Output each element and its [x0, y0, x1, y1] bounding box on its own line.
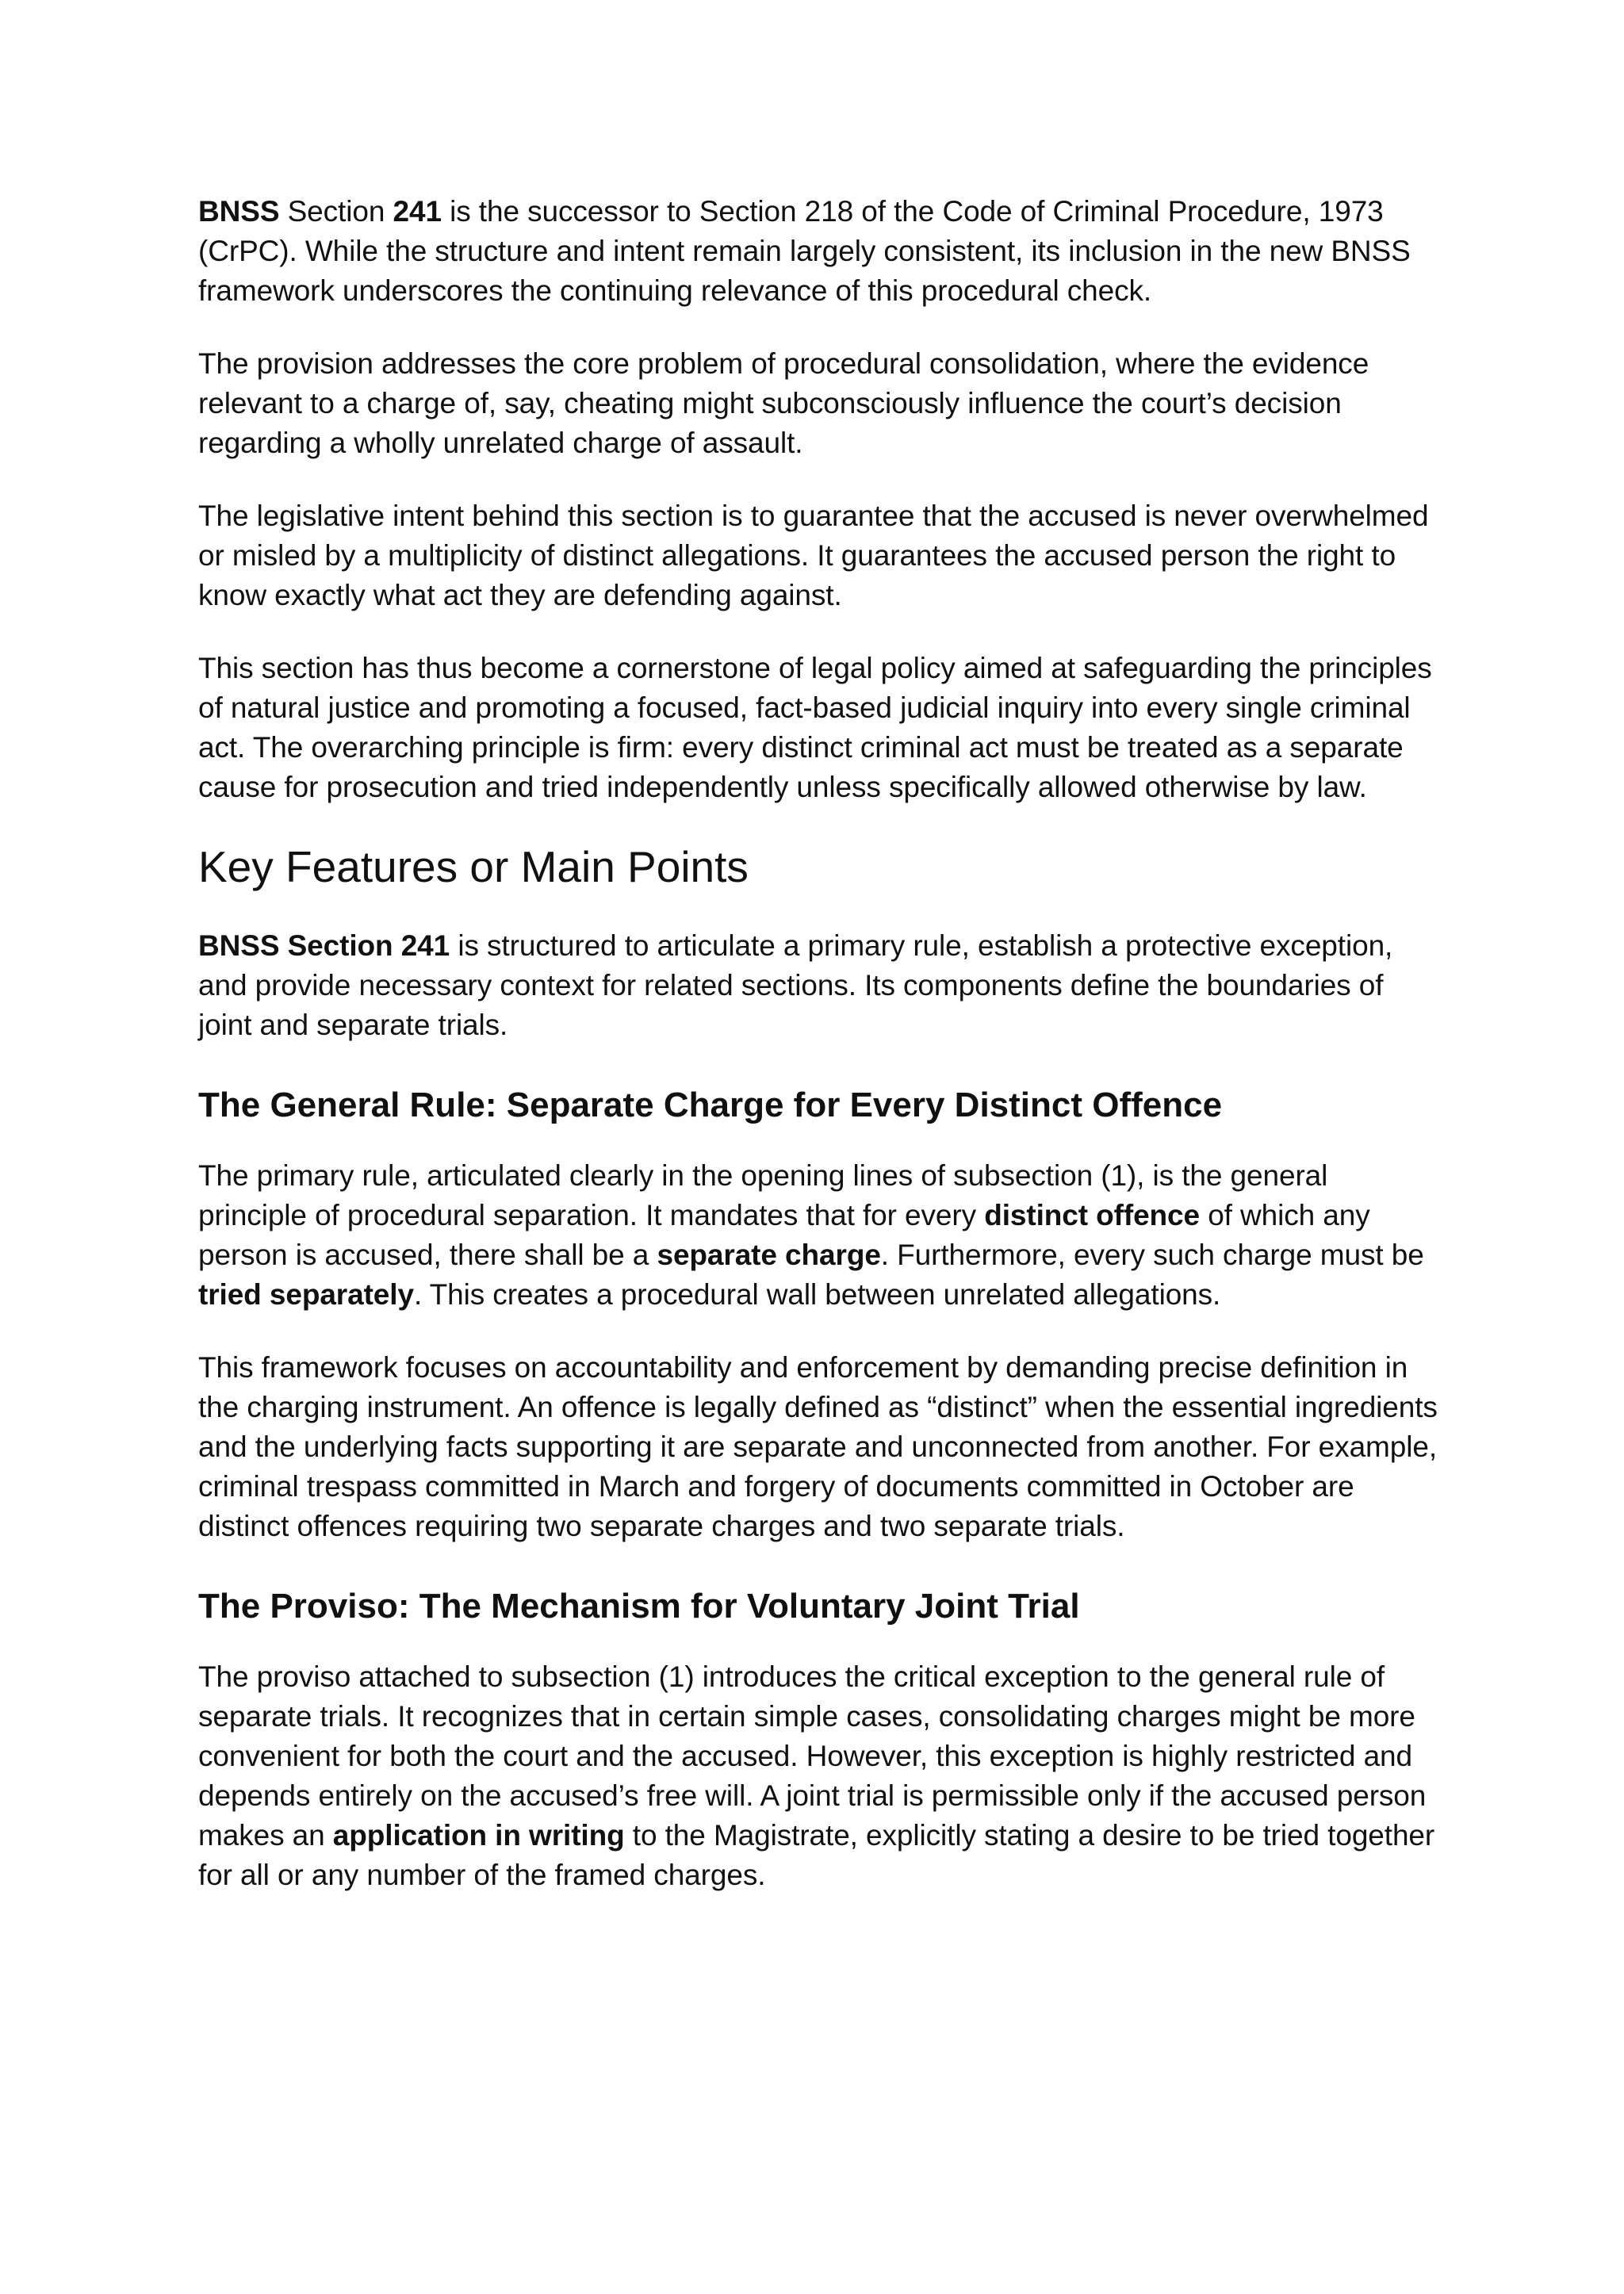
- intro-paragraph-cornerstone: This section has thus become a cornerstone of legal policy aimed at safeguarding the principles of natural justice and promoting a focused, fact-based judicial inquiry into every single criminal act. The overarching principle is firm: every distinct criminal act must be treated as a separate cause for prosecution and tried independently unless specifically allowed otherwise by law.: [198, 652, 1432, 803]
- intro-paragraph-consolidation: The provision addresses the core problem of procedural consolidation, where the evidence relevant to a charge of, say, cheating might subconsciously influence the court’s decision regarding a wholly unrelated charge of assault.: [198, 347, 1369, 459]
- general-rule-paragraph-2: This framework focuses on accountability and enforcement by demanding precise definition in the charging instrument. An offence is legally defined as “distinct” when the essential ingredients and the underlying facts supporting it are separate and unconnected from another. For example, criminal trespass committed in March and forgery of documents committed in October are distinct offences requiring two separate charges and two separate trials.: [198, 1351, 1438, 1542]
- proviso-paragraph: The proviso attached to subsection (1) introduces the critical exception to the general rule of separate trials. It recognizes that in certain simple cases, consolidating charges might be more convenient for both the court and the accused. However, this exception is highly restricted and depends entirely on the accused’s free will. A joint trial is permissible only if the accused person makes an application in writing to the Magistrate, explicitly stating a desire to be tried together for all or any number of the framed charges.: [198, 1660, 1435, 1891]
- document-page: [198, 192, 1443, 1928]
- key-features-heading: Key Features or Main Points: [198, 842, 749, 891]
- intro-paragraph-successor: BNSS Section 241 is the successor to Section 218 of the Code of Criminal Procedure, 1973 (CrPC). While the structure and intent remain largely consistent, its inclusion in the new BNSS framework underscores the continuing relevance of this procedural check.: [198, 195, 1411, 307]
- key-features-intro: BNSS Section 241 is structured to articulate a primary rule, establish a protective exception, and provide necessary context for related sections. Its components define the boundaries of joint and separate trials.: [198, 929, 1393, 1041]
- proviso-heading: The Proviso: The Mechanism for Voluntary Joint Trial: [198, 1587, 1080, 1626]
- intro-paragraph-legislative-intent: The legislative intent behind this section is to guarantee that the accused is never overwhelmed or misled by a multiplicity of distinct allegations. It guarantees the accused person the right to know exactly what act they are defending against.: [198, 500, 1429, 611]
- general-rule-heading: The General Rule: Separate Charge for Every Distinct Offence: [198, 1086, 1223, 1124]
- general-rule-paragraph-1: The primary rule, articulated clearly in the opening lines of subsection (1), is the general principle of procedural separation. It mandates that for every distinct offence of which any person is accused, there shall be a separate charge. Furthermore, every such charge must be tried separately. This creates a procedural wall between unrelated allegations.: [198, 1159, 1424, 1311]
